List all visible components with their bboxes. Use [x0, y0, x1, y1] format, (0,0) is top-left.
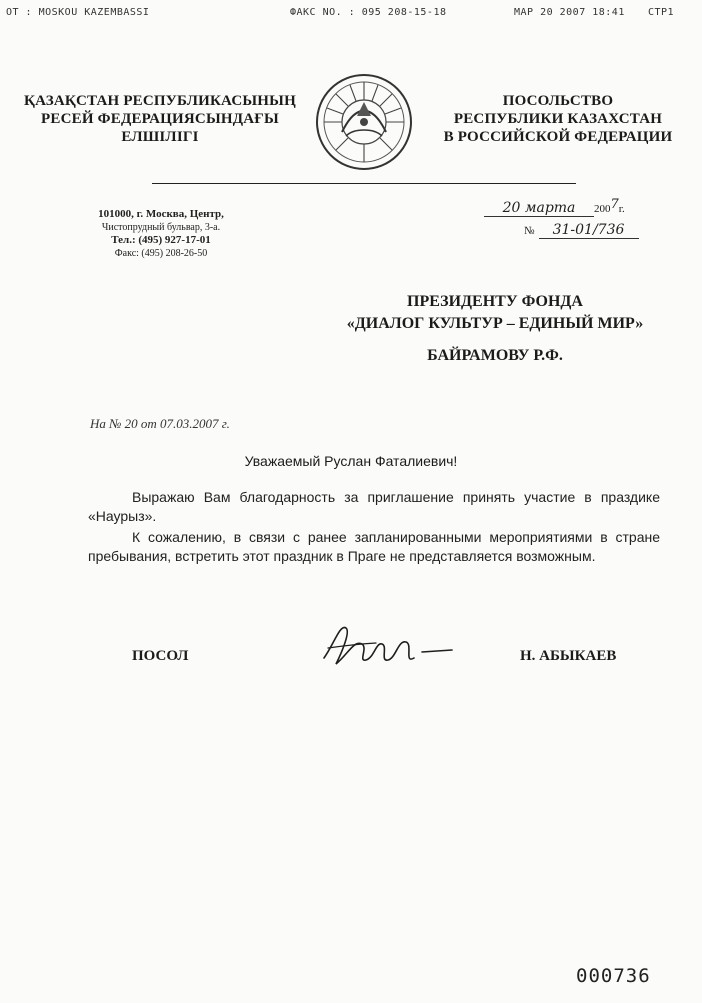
number-prefix: №: [524, 225, 535, 237]
letterhead-russian: [408, 92, 702, 146]
signatory-name: Н. АБЫКАЕВ: [520, 648, 617, 664]
handwritten-signature: [318, 614, 458, 674]
recipient-title: ПРЕЗИДЕНТУ ФОНДА: [407, 293, 583, 310]
year-suffix: г.: [618, 203, 625, 215]
address-line: Чистопрудный бульвар, 3-а.: [101, 222, 221, 233]
recipient-organization: «ДИАЛОГ КУЛЬТУР – ЕДИНЫЙ МИР»: [346, 315, 644, 332]
letterhead-kazakh-line: ҚАЗАҚСТАН РЕСПУБЛИКАСЫНЫҢ: [24, 93, 296, 109]
outgoing-date-row: [484, 197, 625, 217]
letterhead-kazakh: [10, 92, 310, 146]
document-number: 000736: [576, 965, 651, 987]
letterhead-russian-line: В РОССИЙСКОЙ ФЕДЕРАЦИИ: [443, 129, 673, 145]
fax-page: СТР1: [648, 7, 675, 18]
address-fax: Факс: (495) 208-26-50: [114, 248, 208, 259]
letterhead-divider: [152, 183, 576, 184]
fax-sender: OT : MOSKOU KAZEMBASSI: [6, 7, 150, 18]
greeting: Уважаемый Руслан Фаталиевич!: [244, 453, 458, 469]
letterhead-kazakh-line: ЕЛШІЛІГІ: [121, 129, 199, 145]
coat-of-arms-emblem: [312, 70, 416, 174]
letterhead-kazakh-line: РЕСЕЙ ФЕДЕРАЦИЯСЫНДАҒЫ: [41, 111, 279, 127]
address-phone: Тел.: (495) 927-17-01: [111, 234, 211, 246]
body-paragraph: К сожалению, в связи с ранее запланированными мероприятиями в стране пребывания, встретить этот праздник в Праге не представляется возможным.: [88, 529, 660, 564]
handwritten-number: 31-01/736: [539, 222, 639, 239]
letter-body: [88, 488, 660, 568]
address-line: 101000, г. Москва, Центр,: [98, 208, 224, 220]
fax-number: ФАКС NO. : 095 208-15-18: [290, 7, 447, 18]
letterhead-russian-line: РЕСПУБЛИКИ КАЗАХСТАН: [453, 111, 663, 127]
embassy-address: [46, 208, 276, 260]
handwritten-year: 7: [610, 197, 619, 212]
outgoing-details: [484, 197, 664, 247]
recipient-name: БАЙРАМОВУ Р.Ф.: [427, 347, 563, 364]
year-prefix: 200: [594, 203, 611, 215]
fax-datetime: МАР 20 2007 18:41: [514, 7, 625, 18]
outgoing-number-row: [524, 221, 639, 239]
handwritten-date: 20 марта: [484, 200, 594, 217]
body-paragraph: Выражаю Вам благодарность за приглашение принять участие в праздике «Наурыз».: [88, 489, 660, 524]
signatory-position: ПОСОЛ: [132, 648, 189, 664]
reference-number: На № 20 от 07.03.2007 г.: [90, 416, 230, 431]
letterhead-russian-line: ПОСОЛЬСТВО: [502, 93, 614, 109]
recipient-block: [330, 291, 660, 335]
